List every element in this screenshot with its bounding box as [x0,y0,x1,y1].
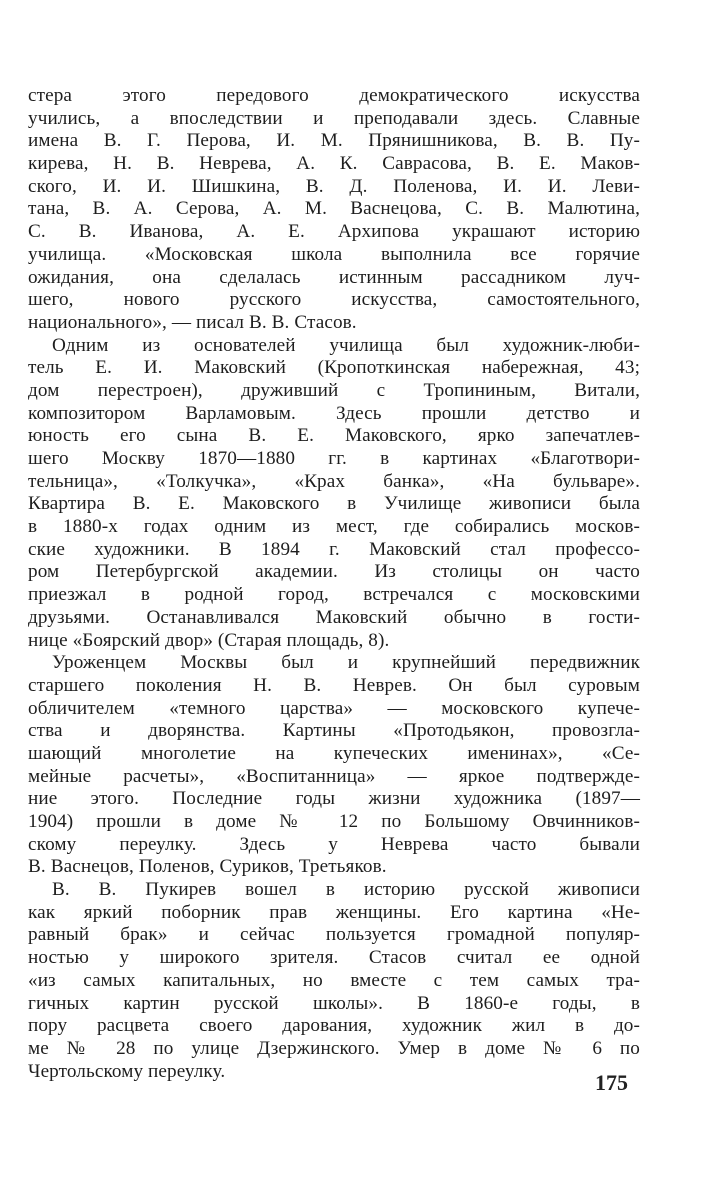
text-line: ские художники. В 1894 г. Маковский стал профессо- [28,538,640,560]
text-line: «из самых капитальных, но вместе с тем самых тра- [28,969,640,991]
text-line: ства и дворянства. Картины «Протодьякон, провозгла- [28,720,640,742]
text-line: В. В. Пукирев вошел в историю русской живописи [52,879,640,901]
text-column [28,85,640,1083]
text-line: в 1880-х годах одним из мест, где собирались москов- [28,516,640,538]
text-line: 1904) прошли в доме № 12 по Большому Овчинников- [28,811,640,832]
text-line: тель Е. И. Маковский (Кропоткинская набережная, 43; [28,357,640,379]
text-line: ожидания, она сделалась истинным рассадником луч- [28,266,640,288]
text-line: Уроженцем Москвы был и крупнейший передвижник [52,652,640,674]
text-line: гичных картин русской школы». В 1860-е годы, в [28,992,640,1014]
text-line: равный брак» и сейчас пользуется громадной популяр- [28,924,640,946]
text-line: учились, а впоследствии и преподавали здесь. Славные [28,107,640,129]
text-line: тана, В. А. Серова, А. М. Васнецова, С. В. Малютина, [28,198,640,220]
paragraph [28,879,640,1083]
text-line: ностью у широкого зрителя. Стасов считал ее одной [28,947,640,969]
text-line: ме № 28 по улице Дзержинского. Умер в доме № 6 по [28,1037,640,1059]
text-line: Одним из основателей училища был художник-люби- [52,334,640,356]
text-line: мейные расчеты», «Воспитанница» — яркое подтвержде- [28,765,640,787]
page-number: 175 [595,1070,628,1095]
text-line: Квартира В. Е. Маковского в Училище живописи была [28,493,640,515]
text-line: скому переулку. Здесь у Неврева часто бывали [28,833,640,855]
text-line: В. Васнецов, Поленов, Суриков, Третьяков. [28,856,387,878]
paragraph [28,335,640,653]
text-line: имена В. Г. Перова, И. М. Прянишникова, В. В. Пу- [28,130,640,152]
text-line: дом перестроен), друживший с Тропининым, Витали, [28,379,640,401]
paragraph [28,85,640,335]
text-line: кирева, Н. В. Неврева, А. К. Саврасова, В. Е. Маков- [28,153,640,175]
text-line: обличителем «темного царства» — московского купече- [28,697,640,719]
text-line: стера этого передового демократического искусства [28,85,640,106]
text-line: друзьями. Останавливался Маковский обычно в гости- [28,606,640,628]
text-line: училища. «Московская школа выполнила все горячие [28,243,640,265]
text-line: пору расцвета своего дарования, художник жил в до- [28,1015,640,1037]
text-line: композитором Варламовым. Здесь прошли детство и [28,402,640,424]
book-page [28,0,640,1183]
text-line: ние этого. Последние годы жизни художника (1897— [28,788,640,810]
text-line: шающий многолетие на купеческих именинах», «Се- [28,742,640,764]
text-line: как яркий поборник прав женщины. Его картина «Не- [28,901,640,923]
text-line: С. В. Иванова, А. Е. Архипова украшают историю [28,221,640,243]
text-line: национального», — писал В. В. Стасов. [28,311,357,333]
text-line: Чертольскому переулку. [28,1060,226,1082]
text-line: нице «Боярский двор» (Старая площадь, 8). [28,629,390,651]
text-line: тельница», «Толкучка», «Крах банка», «На бульваре». [28,470,640,492]
text-line: приезжал в родной город, встречался с московскими [28,584,640,606]
text-line: ского, И. И. Шишкина, В. Д. Поленова, И. И. Леви- [28,175,640,197]
text-line: юность его сына В. Е. Маковского, ярко запечатлев- [28,425,640,447]
paragraph [28,652,640,879]
text-line: ром Петербургской академии. Из столицы он часто [28,561,640,583]
text-line: старшего поколения Н. В. Неврев. Он был суровым [28,674,640,696]
text-line: шего, нового русского искусства, самостоятельного, [28,289,640,311]
text-line: шего Москву 1870—1880 гг. в картинах «Благотвори- [28,448,640,469]
